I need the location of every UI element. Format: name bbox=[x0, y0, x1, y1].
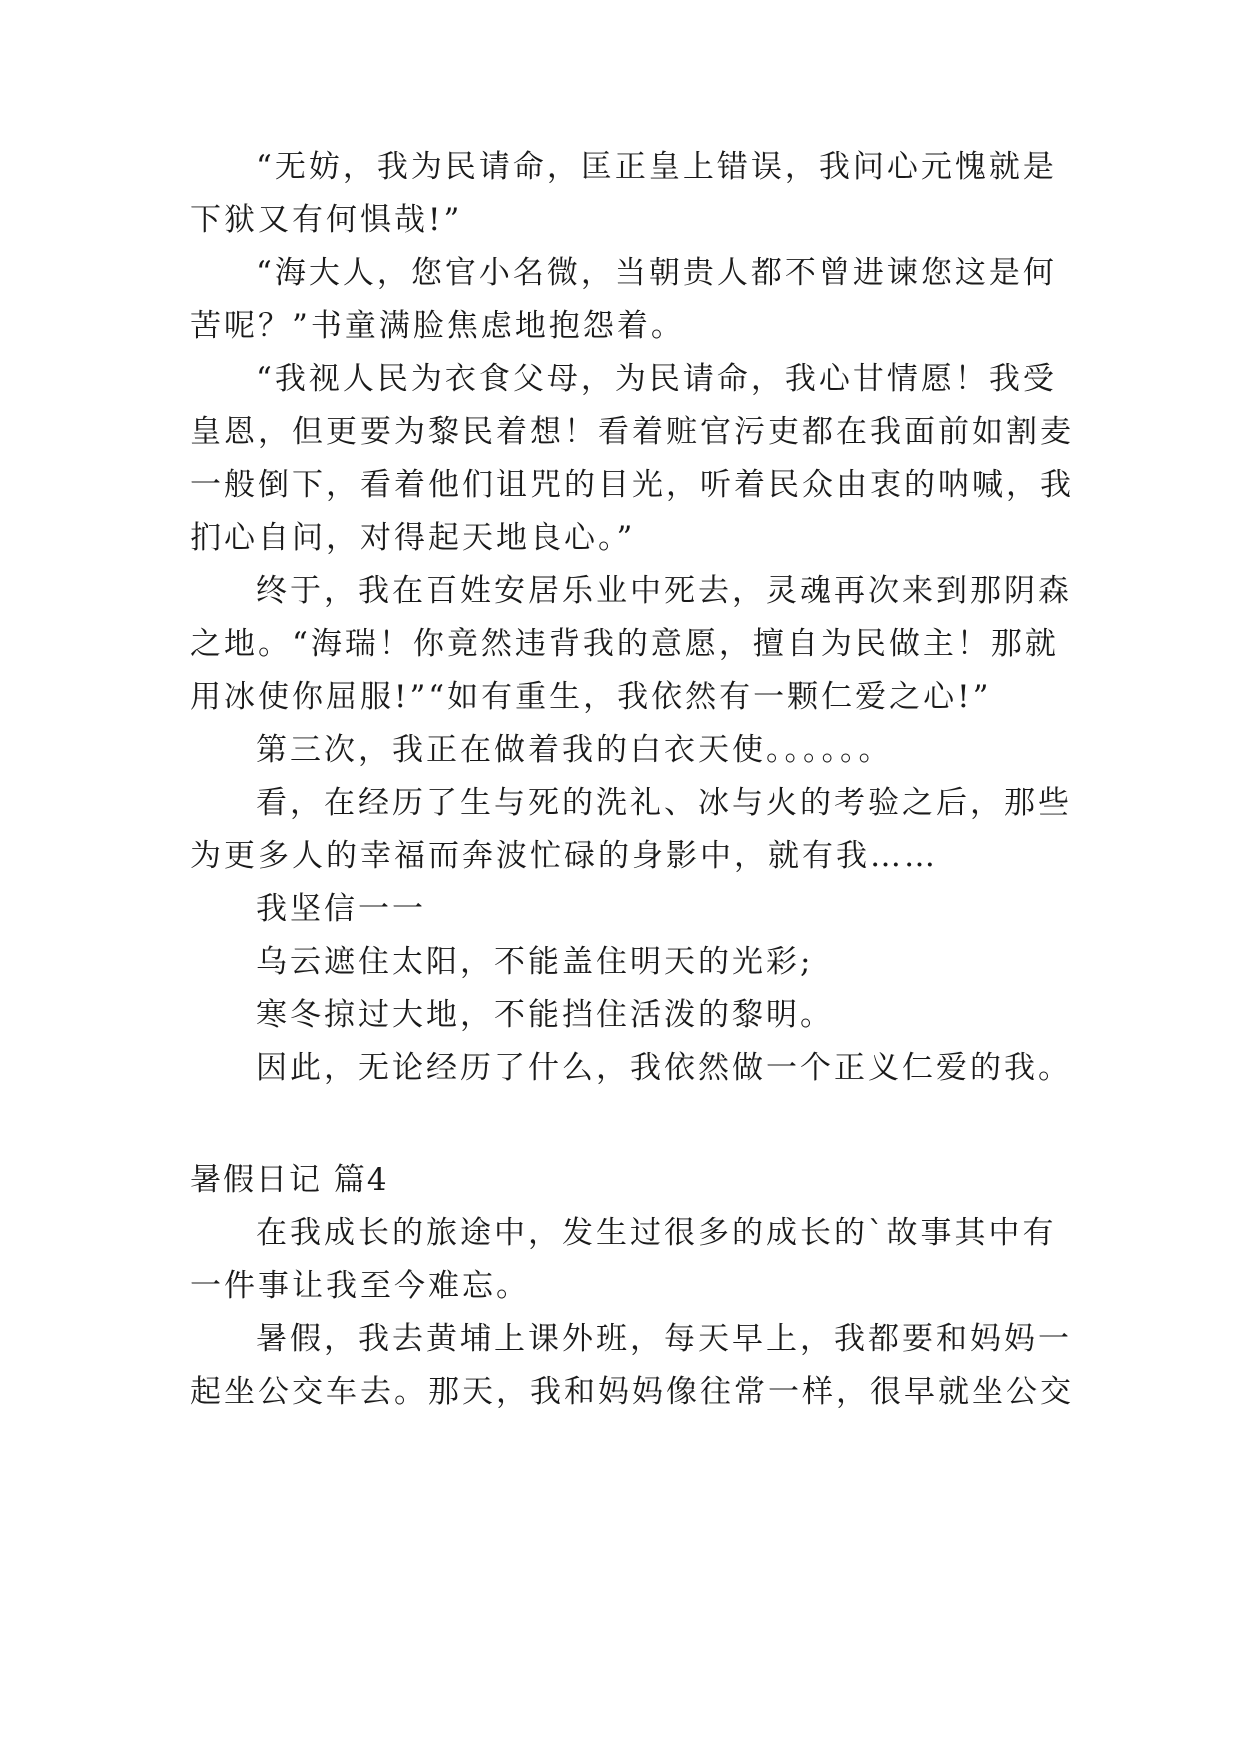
paragraph-line: 起坐公交车去。那天，我和妈妈像往常一样，很早就坐公交 bbox=[190, 1374, 1074, 1410]
paragraph-line: 用冰使你屈服!”“如有重生，我依然有一颗仁爱之心!” bbox=[190, 679, 992, 715]
paragraph-line: 寒冬掠过大地，不能挡住活泼的黎明。 bbox=[256, 997, 834, 1033]
paragraph-line: 因此，无论经历了什么，我依然做一个正义仁爱的我。 bbox=[256, 1050, 1072, 1086]
section-title: 暑假日记 篇4 bbox=[190, 1162, 389, 1198]
paragraph-line: 我坚信一一 bbox=[256, 891, 426, 927]
paragraph-line: 第三次，我正在做着我的白衣天使。。。。。。 bbox=[256, 732, 893, 768]
paragraph-line: 苦呢？”书童满脸焦虑地抱怨着。 bbox=[190, 308, 685, 344]
paragraph-line: 一般倒下，看着他们诅咒的目光，听着民众由衷的呐喊，我 bbox=[190, 467, 1074, 503]
paragraph-line: 在我成长的旅途中，发生过很多的成长的`故事其中有 bbox=[256, 1215, 1057, 1251]
paragraph-line: “无妨，我为民请命，匡正皇上错误，我问心元愧就是 bbox=[256, 149, 1057, 185]
paragraph-line: 扪心自问，对得起天地良心。” bbox=[190, 520, 636, 556]
paragraph-line: 为更多人的幸福而奔波忙碌的身影中，就有我…… bbox=[190, 838, 938, 874]
paragraph-line: 下狱又有何惧哉!” bbox=[190, 202, 463, 238]
paragraph-line: 皇恩，但更要为黎民着想！看着赃官污吏都在我面前如割麦 bbox=[190, 414, 1074, 450]
paragraph-line: “我视人民为衣食父母，为民请命，我心甘情愿！我受 bbox=[256, 361, 1057, 397]
paragraph-line: “海大人，您官小名微，当朝贵人都不曾进谏您这是何 bbox=[256, 255, 1057, 291]
paragraph-line: 之地。“海瑞！你竟然违背我的意愿，擅自为民做主！那就 bbox=[190, 626, 1059, 662]
paragraph-line: 看，在经历了生与死的洗礼、冰与火的考验之后，那些 bbox=[256, 785, 1072, 821]
paragraph-line: 暑假，我去黄埔上课外班，每天早上，我都要和妈妈一 bbox=[256, 1321, 1072, 1357]
paragraph-line: 终于，我在百姓安居乐业中死去，灵魂再次来到那阴森 bbox=[256, 573, 1072, 609]
paragraph-line: 一件事让我至今难忘。 bbox=[190, 1268, 530, 1304]
paragraph-line: 乌云遮住太阳，不能盖住明天的光彩; bbox=[256, 944, 814, 980]
